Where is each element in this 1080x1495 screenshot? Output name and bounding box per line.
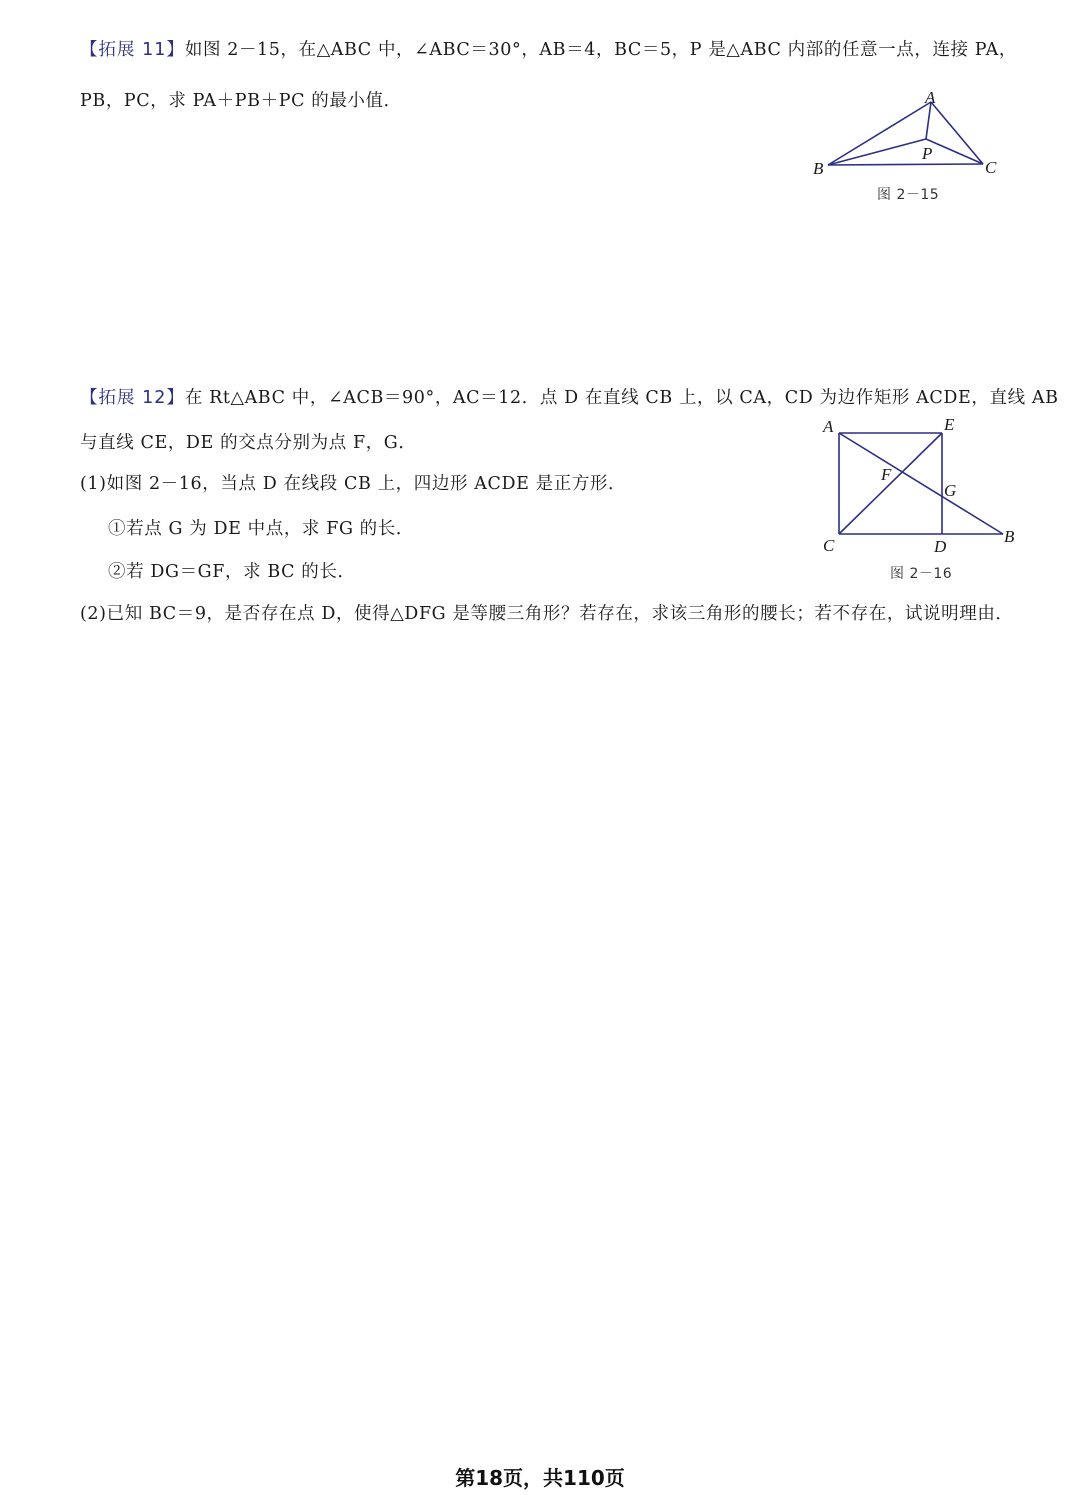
segment-ac bbox=[931, 102, 983, 164]
label-c: C bbox=[823, 536, 835, 555]
problem-12-text-1: 在 Rt△ABC 中，∠ACB＝90°，AC＝12．点 D 在直线 CB 上，以 CA，CD 为边作矩形 ACDE，直线 AB bbox=[184, 388, 1059, 408]
page-footer: 第18页，共110页 bbox=[455, 1466, 625, 1490]
label-c: C bbox=[985, 158, 997, 175]
figure-2-15 bbox=[805, 85, 1025, 175]
label-e: E bbox=[944, 415, 955, 434]
label-g: G bbox=[944, 481, 957, 500]
segment-ab bbox=[839, 433, 1003, 534]
figure-2-16 bbox=[815, 412, 1025, 557]
segment-pc bbox=[926, 139, 983, 164]
segment-pb bbox=[828, 139, 926, 165]
segment-pa bbox=[926, 102, 931, 139]
problem-12-tag: 【拓展 12】 bbox=[80, 388, 185, 408]
label-d: D bbox=[934, 537, 947, 556]
figure-2-15-caption: 图 2－15 bbox=[877, 187, 940, 203]
label-f: F bbox=[881, 465, 892, 484]
problem-11-text-1: 如图 2－15，在△ABC 中，∠ABC＝30°，AB＝4，BC＝5，P 是△ABC 内部的任意一点，连接 PA， bbox=[184, 40, 1017, 60]
label-b: B bbox=[813, 159, 824, 175]
problem-12-part-1a: ①若点 G 为 DE 中点，求 FG 的长． bbox=[108, 519, 414, 539]
problem-11-line-2: PB，PC，求 PA＋PB＋PC 的最小值． bbox=[80, 91, 402, 111]
problem-12-line-2: 与直线 CE，DE 的交点分别为点 F，G． bbox=[80, 433, 417, 453]
problem-12-part-2: (2)已知 BC＝9，是否存在点 D，使得△DFG 是等腰三角形？若存在，求该三角形的腰长；若不存在，试说明理由． bbox=[80, 604, 1014, 624]
problem-11-tag: 【拓展 11】 bbox=[80, 40, 185, 60]
problem-11-line-1 bbox=[80, 36, 1017, 61]
problem-12-line-1 bbox=[80, 384, 1059, 409]
label-a: A bbox=[925, 88, 936, 107]
figure-2-16-caption: 图 2－16 bbox=[890, 566, 953, 582]
label-b: B bbox=[1004, 527, 1015, 546]
problem-12-part-1b: ②若 DG＝GF，求 BC 的长． bbox=[108, 562, 356, 582]
problem-12-part-1: (1)如图 2－16，当点 D 在线段 CB 上，四边形 ACDE 是正方形． bbox=[80, 474, 627, 494]
segment-bc bbox=[828, 164, 983, 165]
segment-ab bbox=[828, 102, 931, 165]
label-a: A bbox=[823, 417, 834, 436]
label-p: P bbox=[922, 144, 933, 163]
